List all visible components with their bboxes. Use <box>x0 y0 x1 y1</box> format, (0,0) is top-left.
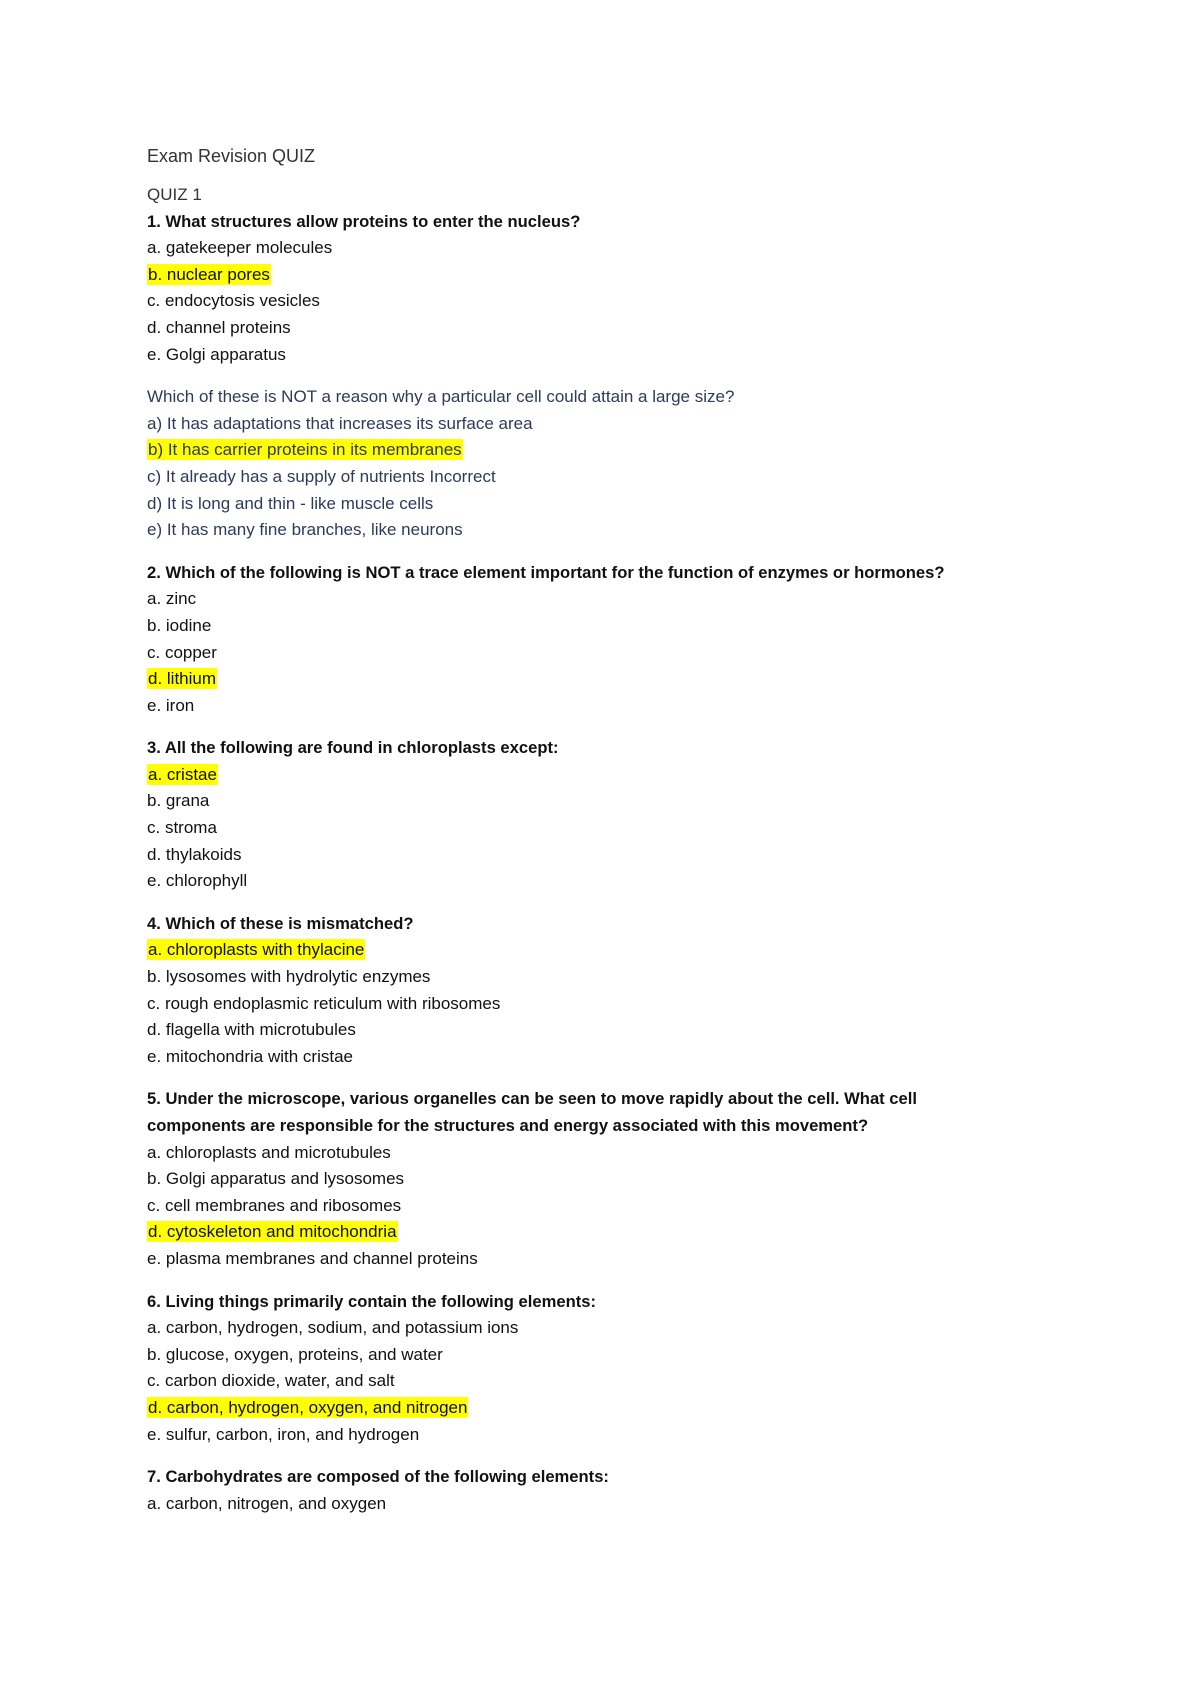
option-text: a. chloroplasts and microtubules <box>147 1142 391 1162</box>
question-block <box>147 560 1100 720</box>
option-text: e. iron <box>147 695 195 715</box>
option-text: d. channel proteins <box>147 317 291 337</box>
answer-option-correct <box>147 262 1100 289</box>
option-text: b. iodine <box>147 615 212 635</box>
option-text: c. carbon dioxide, water, and salt <box>147 1371 395 1391</box>
option-text: c. copper <box>147 642 217 662</box>
answer-option <box>147 288 1100 315</box>
answer-option-correct <box>147 666 1100 693</box>
option-text: e. mitochondria with cristae <box>147 1046 353 1066</box>
answer-option-correct <box>147 1395 1100 1422</box>
question-list <box>147 209 1100 1518</box>
answer-option <box>147 1422 1100 1449</box>
answer-option <box>147 1166 1100 1193</box>
question-block <box>147 1086 1100 1272</box>
option-text: b. lysosomes with hydrolytic enzymes <box>147 967 431 987</box>
answer-option <box>147 1140 1100 1167</box>
option-text: e. sulfur, carbon, iron, and hydrogen <box>147 1424 420 1444</box>
answer-option <box>147 586 1100 613</box>
answer-option-correct <box>147 937 1100 964</box>
answer-option <box>147 964 1100 991</box>
option-text: c. endocytosis vesicles <box>147 291 320 311</box>
option-text: b. grana <box>147 791 210 811</box>
answer-option <box>147 1491 1100 1518</box>
question-stem: Which of these is NOT a reason why a particular cell could attain a large size? <box>147 387 735 407</box>
option-text: e. plasma membranes and channel proteins <box>147 1248 478 1268</box>
answer-option <box>147 1017 1100 1044</box>
option-text: d. flagella with microtubules <box>147 1020 356 1040</box>
highlighted-answer: d. lithium <box>148 669 217 689</box>
option-text: d) It is long and thin - like muscle cells <box>147 493 434 513</box>
answer-option <box>147 1246 1100 1273</box>
question-stem: 5. Under the microscope, various organelles can be seen to move rapidly about the cell. What cell <box>147 1089 917 1109</box>
answer-option <box>147 1044 1100 1071</box>
highlighted-answer: d. carbon, hydrogen, oxygen, and nitrogen <box>148 1397 468 1417</box>
option-text: e. chlorophyll <box>147 871 248 891</box>
option-text: a. zinc <box>147 589 197 609</box>
answer-option <box>147 235 1100 262</box>
option-text: a. carbon, nitrogen, and oxygen <box>147 1493 387 1513</box>
document-title: Exam Revision QUIZ <box>147 146 316 166</box>
question-block <box>147 1289 1100 1449</box>
question-block <box>147 384 1100 544</box>
answer-option <box>147 315 1100 342</box>
option-text: b. glucose, oxygen, proteins, and water <box>147 1344 443 1364</box>
question-stem: 7. Carbohydrates are composed of the following elements: <box>147 1467 609 1487</box>
answer-option <box>147 613 1100 640</box>
answer-option <box>147 1315 1100 1342</box>
question-stem: 2. Which of the following is NOT a trace element important for the function of enzymes or hormones? <box>147 562 945 582</box>
highlighted-answer: b) It has carrier proteins in its membranes <box>148 440 462 460</box>
question-block <box>147 209 1100 369</box>
option-text: e. Golgi apparatus <box>147 344 286 364</box>
option-text: c. stroma <box>147 818 217 838</box>
answer-option-correct <box>147 762 1100 789</box>
option-text: a) It has adaptations that increases its surface area <box>147 413 533 433</box>
question-block <box>147 735 1100 895</box>
answer-option <box>147 868 1100 895</box>
answer-option <box>147 1342 1100 1369</box>
option-text: d. thylakoids <box>147 844 242 864</box>
answer-option <box>147 815 1100 842</box>
highlighted-answer: a. chloroplasts with thylacine <box>148 940 365 960</box>
question-block <box>147 911 1100 1071</box>
question-stem: components are responsible for the structures and energy associated with this movement? <box>147 1116 869 1135</box>
answer-option <box>147 640 1100 667</box>
highlighted-answer: d. cytoskeleton and mitochondria <box>148 1222 397 1242</box>
answer-option <box>147 1193 1100 1220</box>
answer-option-correct <box>147 1219 1100 1246</box>
answer-option <box>147 342 1100 369</box>
answer-option <box>147 491 1100 518</box>
answer-option-correct <box>147 437 1100 464</box>
question-stem: 3. All the following are found in chloroplasts except: <box>147 738 559 758</box>
option-text: c) It already has a supply of nutrients Incorrect <box>147 466 496 486</box>
highlighted-answer: b. nuclear pores <box>148 264 270 284</box>
option-text: a. carbon, hydrogen, sodium, and potassium ions <box>147 1318 519 1338</box>
option-text: b. Golgi apparatus and lysosomes <box>147 1169 405 1189</box>
question-stem: 4. Which of these is mismatched? <box>147 913 414 933</box>
answer-option <box>147 842 1100 869</box>
answer-option <box>147 517 1100 544</box>
highlighted-answer: a. cristae <box>148 764 217 784</box>
answer-option <box>147 991 1100 1018</box>
option-text: e) It has many fine branches, like neurons <box>147 520 463 540</box>
option-text: c. cell membranes and ribosomes <box>147 1195 402 1215</box>
question-stem: 6. Living things primarily contain the following elements: <box>147 1291 597 1311</box>
question-block <box>147 1464 1100 1517</box>
quiz-label: QUIZ 1 <box>147 185 202 204</box>
answer-option <box>147 1368 1100 1395</box>
option-text: c. rough endoplasmic reticulum with ribosomes <box>147 993 501 1013</box>
option-text: a. gatekeeper molecules <box>147 238 333 258</box>
answer-option <box>147 693 1100 720</box>
answer-option <box>147 788 1100 815</box>
answer-option <box>147 411 1100 438</box>
question-stem: 1. What structures allow proteins to enter the nucleus? <box>147 211 581 231</box>
answer-option <box>147 464 1100 491</box>
